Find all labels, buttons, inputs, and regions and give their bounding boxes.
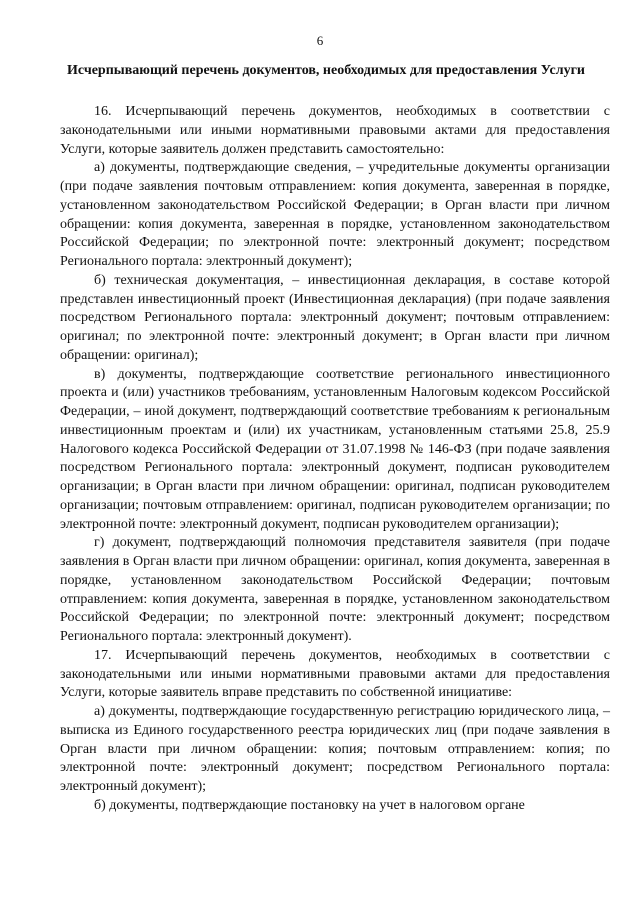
- paragraph-17-a: а) документы, подтверждающие государственную регистрацию юридического лица, – выписка из Единого государственного реестра юридических лиц (при подаче заявления в Орган власти при личном обращении: копия; почтовым отправлением: копия; по электронной почте: электронный документ; посредством Регионального портала: электронный документ);: [60, 704, 610, 794]
- paragraph-16-b: б) техническая документация, – инвестиционная декларация, в составе которой представлен инвестиционный проект (Инвестиционная декларация) (при подаче заявления посредством Регионального портала: электронный документ; почтовым отправлением: оригинал; по электронной почте: электронный документ; в Орган власти при личном обращении: оригинал);: [60, 272, 610, 363]
- paragraph-16-a: а) документы, подтверждающие сведения, – учредительные документы организации (при подаче заявления почтовым отправлением: копия документа, заверенная в порядке, установленном законодательством Российской Федерации; в Орган власти при личном обращении: копия документа, заверенная в порядке, установленном законодательством Российской Федерации; по электронной почте: электронный документ; посредством Регионального портала: электронный документ);: [60, 160, 610, 269]
- paragraph-17: 17. Исчерпывающий перечень документов, необходимых в соответствии с законодательными или иными нормативными правовыми актами для предоставления Услуги, которые заявитель вправе представить по собственной инициативе:: [60, 647, 610, 701]
- page-number: 6: [316, 33, 324, 48]
- paragraph-16-v: в) документы, подтверждающие соответствие регионального инвестиционного проекта и (или) участников требованиям, установленным Налоговым кодексом Российской Федерации, – иной документ, подтверждающий соответствие требованиям к региональным инвестиционным проектам и (или) их участникам, установленным статьями 25.8, 25.9 Налогового кодекса Российской Федерации от 31.07.1998 № 146-ФЗ (при подаче заявления посредством Регионального портала: электронный документ, подписан руководителем организации; в Орган власти при личном обращении: оригинал, подписан руководителем организации; почтовым отправлением: оригинал, подписан руководителем организации; по электронной почте: электронный документ, подписан руководителем организации);: [60, 366, 610, 532]
- paragraph-16-g: г) документ, подтверждающий полномочия представителя заявителя (при подаче заявления в Орган власти при личном обращении: оригинал, копия документа, заверенная в порядке, установленном законодательством Российской Федерации; почтовым отправлением: копия документа, заверенная в порядке, установленном законодательством Российской Федерации; по электронной почте: электронный документ; посредством Регионального портала: электронный документ).: [60, 535, 610, 644]
- section-title: Исчерпывающий перечень документов, необходимых для предоставления Услуги: [67, 63, 585, 78]
- paragraph-16: 16. Исчерпывающий перечень документов, необходимых в соответствии с законодательными или иными нормативными правовыми актами для предоставления Услуги, которые заявитель должен представить самостоятельно:: [60, 104, 610, 157]
- document-body: [60, 103, 610, 816]
- paragraph-17-b: б) документы, подтверждающие постановку на учет в налоговом органе: [94, 797, 525, 813]
